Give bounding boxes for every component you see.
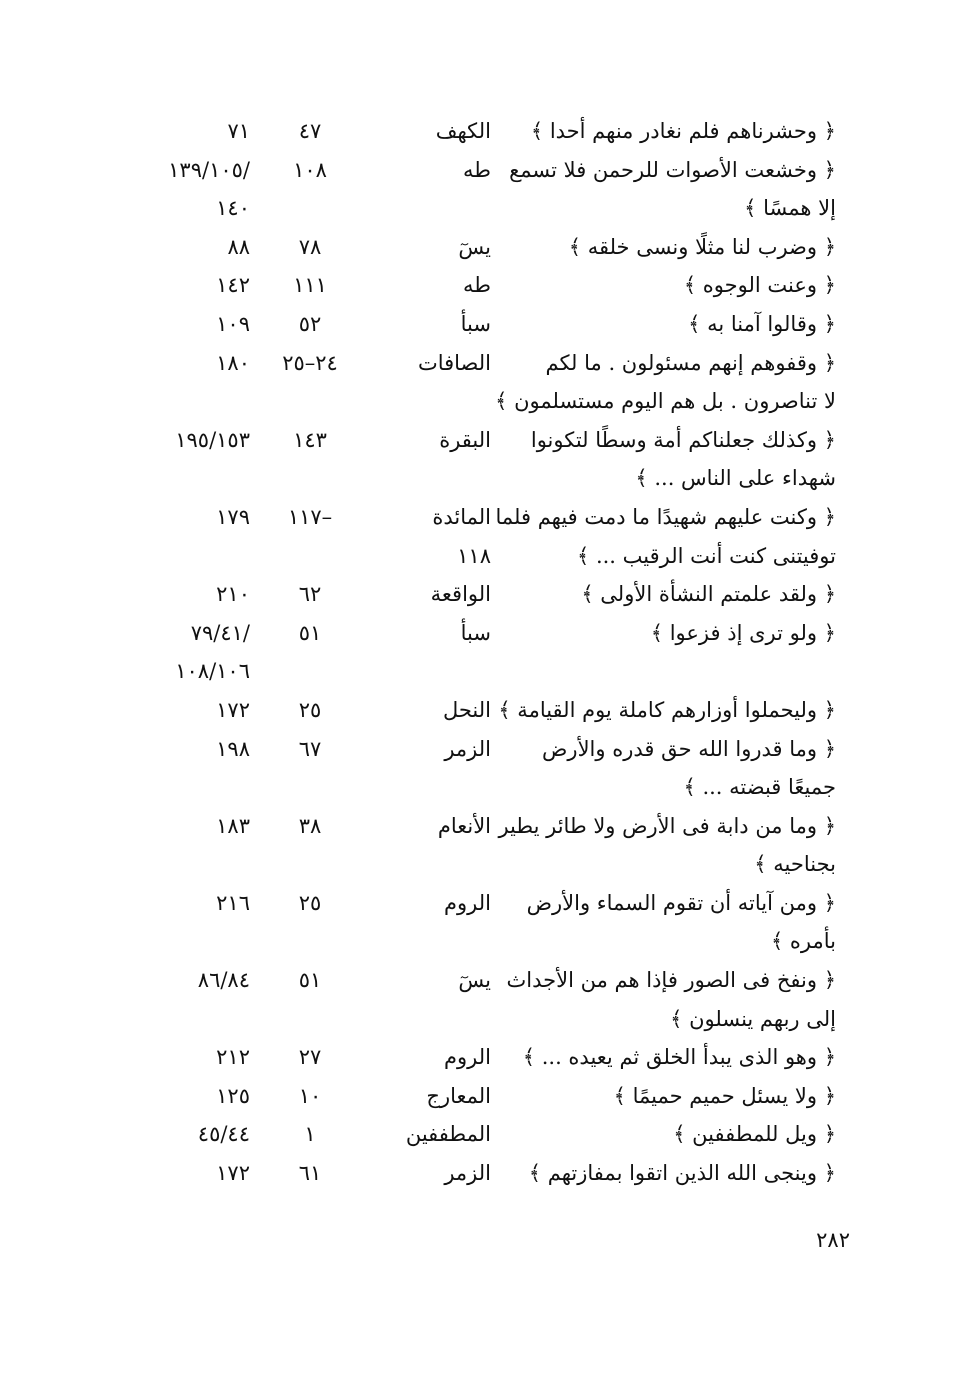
verse-text: ﴿ وما من دابة فى الأرض ولا طائر يطير — [498, 813, 836, 838]
verse-text: ﴿ وينجى الله الذين اتقوا بمفازتهم ﴾ — [528, 1161, 836, 1186]
verse-text: ﴿ وكنت عليهم شهيدًا ما دمت فيهم فلما — [495, 504, 836, 529]
verse-text: ﴿ وكذلك جعلناكم أمة وسطًا لتكونوا — [530, 427, 836, 452]
page-reference — [110, 382, 250, 421]
ayah-number: ٧٨ — [298, 234, 322, 259]
page-reference: ٢١٠ — [216, 582, 250, 607]
surah-name: سبأ — [460, 311, 491, 336]
page-reference — [110, 845, 250, 884]
surah-name — [361, 845, 491, 884]
index-row — [0, 1038, 961, 1077]
page-reference: ٢١٦ — [216, 890, 250, 915]
index-row — [0, 1077, 961, 1116]
verse-text: ﴿ وهو الذى يبدأ الخلق ثم يعيده ... ﴾ — [522, 1045, 836, 1070]
page-reference — [110, 537, 250, 576]
verse-text: ﴿ ومن آياته أن تقوم السماء والأرض — [526, 890, 836, 915]
page-reference: ١٨٣ — [216, 813, 250, 838]
verse-text: ﴿ وعنت الوجوه ﴾ — [683, 273, 836, 298]
ayah-number — [250, 1000, 370, 1039]
index-row — [0, 421, 961, 460]
ayah-number: ٥٢ — [298, 311, 322, 336]
page-reference: ١٨٠ — [216, 350, 250, 375]
verse-text: إلا همسًا ﴾ — [744, 196, 836, 221]
index-row — [0, 614, 961, 653]
ayah-number — [250, 652, 370, 691]
ayah-number — [250, 382, 370, 421]
verse-text: ﴿ وقالوا آمنا به ﴾ — [688, 311, 836, 336]
index-row — [0, 266, 961, 305]
surah-name: الواقعة — [430, 582, 491, 607]
ayah-number: ٥١ — [298, 968, 322, 993]
surah-name: الزمر — [444, 736, 491, 761]
surah-name: الروم — [444, 1045, 491, 1070]
verse-text: ﴿ وقفوهم إنهم مسئولون . ما لكم — [545, 350, 836, 375]
ayah-number: ٣٨ — [298, 813, 322, 838]
verse-text: ﴿ وما قدروا الله حق قدره والأرض — [542, 736, 836, 761]
page-reference — [110, 459, 250, 498]
surah-name: النحل — [442, 697, 491, 722]
surah-name — [361, 768, 491, 807]
surah-name: البقرة — [439, 427, 491, 452]
verse-text: ﴿ ويل للمطففين ﴾ — [673, 1122, 836, 1147]
ayah-number: ١٤٣ — [293, 427, 327, 452]
verse-text: شهداء على الناس ... ﴾ — [635, 466, 836, 491]
page-reference: ١٠٨/١٠٦ — [175, 659, 250, 684]
ayah-number: ٦٧ — [298, 736, 322, 761]
index-row — [0, 189, 961, 228]
verse-text: توفيتنى كنت أنت الرقيب ... ﴾ — [576, 543, 836, 568]
ayah-number — [250, 537, 370, 576]
index-row — [0, 1000, 961, 1039]
surah-name: المطففين — [405, 1122, 491, 1147]
index-row — [0, 537, 961, 576]
index-row — [0, 922, 961, 961]
verse-text: ﴿ ولقد علمتم النشأة الأولى ﴾ — [581, 582, 836, 607]
index-row — [0, 382, 961, 421]
page-reference: ٢١٢ — [216, 1045, 250, 1070]
ayah-number: ٢٤–٢٥ — [282, 350, 338, 375]
ayah-number: ٢٧ — [298, 1045, 322, 1070]
index-row — [0, 575, 961, 614]
surah-name — [361, 652, 491, 691]
ayah-number: ٥١ — [298, 620, 322, 645]
page-reference: /٧٩/٤١ — [190, 620, 250, 645]
ayah-number: ١ — [304, 1122, 316, 1147]
index-row — [0, 228, 961, 267]
ayah-number: ٤٧ — [298, 119, 322, 143]
page-reference — [110, 1000, 250, 1039]
page-reference: ١٩٨ — [216, 736, 250, 761]
ayah-number: –١١٧ — [287, 504, 333, 529]
page-reference: /١٣٩/١٠٥ — [168, 157, 250, 182]
surah-name — [361, 189, 491, 228]
index-row — [0, 845, 961, 884]
index-row — [0, 1154, 961, 1193]
verse-text: ﴿ وخشعت الأصوات للرحمن فلا تسمع — [509, 157, 836, 182]
surah-name: سبأ — [460, 620, 491, 645]
index-row — [0, 884, 961, 923]
ayah-number — [250, 459, 370, 498]
page-reference — [110, 922, 250, 961]
page-reference: ١٢٥ — [216, 1083, 250, 1108]
surah-name: يسٓ — [458, 234, 491, 259]
verse-index-table — [0, 112, 961, 1193]
ayah-number — [250, 845, 370, 884]
page-reference: ١٤٠ — [216, 196, 250, 221]
surah-name: الزمر — [444, 1161, 491, 1186]
surah-name: المعارج — [426, 1083, 491, 1108]
index-row — [0, 305, 961, 344]
verse-text: ﴿ وليحملوا أوزارهم كاملة يوم القيامة ﴾ — [498, 697, 836, 722]
page-reference: ٤٥/٤٤ — [197, 1122, 250, 1147]
surah-name: ١١٨ — [457, 543, 491, 568]
verse-text: لا تناصرون . بل هم اليوم مستسلمون ﴾ — [495, 389, 836, 414]
verse-text: ﴿ وحشرناهم فلم نغادر منهم أحدا ﴾ — [530, 119, 836, 143]
ayah-number — [250, 922, 370, 961]
surah-name: الصافات — [417, 350, 491, 375]
page-reference: ٧١ — [227, 119, 250, 143]
page-reference: ١٧٢ — [216, 1161, 250, 1186]
surah-name: الكهف — [435, 119, 491, 143]
surah-name: الأنعام — [437, 813, 491, 838]
surah-name — [361, 922, 491, 961]
surah-name: يسٓ — [458, 968, 491, 993]
verse-text: ﴿ ولا يسئل حميم حميمًا ﴾ — [613, 1083, 836, 1108]
ayah-number: ٢٥ — [298, 890, 322, 915]
surah-name — [361, 459, 491, 498]
index-row — [0, 730, 961, 769]
ayah-number — [250, 189, 370, 228]
index-row — [0, 151, 961, 190]
ayah-number: ٢٥ — [298, 697, 322, 722]
verse-text: بأمره ﴾ — [770, 929, 836, 954]
surah-name — [361, 382, 491, 421]
page-reference: ١٠٩ — [216, 311, 250, 336]
page-number: ٢٨٢ — [816, 1228, 850, 1252]
page-reference — [110, 768, 250, 807]
page-reference: ١٩٥/١٥٣ — [175, 427, 250, 452]
page-reference: ١٤٢ — [216, 273, 250, 298]
surah-name: طه — [463, 273, 491, 298]
ayah-number: ١٠ — [298, 1083, 322, 1108]
ayah-number — [250, 768, 370, 807]
verse-text: ﴿ وضرب لنا مثلًا ونسى خلقه ﴾ — [568, 234, 836, 259]
index-row — [0, 112, 961, 151]
index-row — [0, 459, 961, 498]
page-reference: ١٧٩ — [216, 504, 250, 529]
page-reference: ١٧٢ — [216, 697, 250, 722]
surah-name: طه — [463, 157, 491, 182]
ayah-number: ٦١ — [298, 1161, 322, 1186]
ayah-number: ١١١ — [293, 273, 327, 298]
ayah-number: ١٠٨ — [293, 157, 327, 182]
index-row — [0, 498, 961, 537]
ayah-number: ٦٢ — [298, 582, 322, 607]
verse-text: ﴿ ولو ترى إذ فزعوا ﴾ — [650, 620, 836, 645]
verse-text: جميعًا قبضته ... ﴾ — [683, 775, 836, 800]
surah-name: المائدة — [432, 504, 491, 529]
verse-text: إلى ربهم ينسلون ﴾ — [670, 1006, 836, 1031]
index-row — [0, 1115, 961, 1154]
index-row — [0, 807, 961, 846]
verse-text: ﴿ ونفخ فى الصور فإذا هم من الأجداث — [506, 968, 836, 993]
surah-name: الروم — [444, 890, 491, 915]
surah-name — [361, 1000, 491, 1039]
page-reference: ٨٦/٨٤ — [197, 968, 250, 993]
index-row — [0, 691, 961, 730]
page-reference: ٨٨ — [227, 234, 250, 259]
index-row — [0, 768, 961, 807]
verse-text: بجناحيه ﴾ — [754, 852, 836, 877]
index-row — [0, 652, 961, 691]
index-row — [0, 344, 961, 383]
index-row — [0, 961, 961, 1000]
